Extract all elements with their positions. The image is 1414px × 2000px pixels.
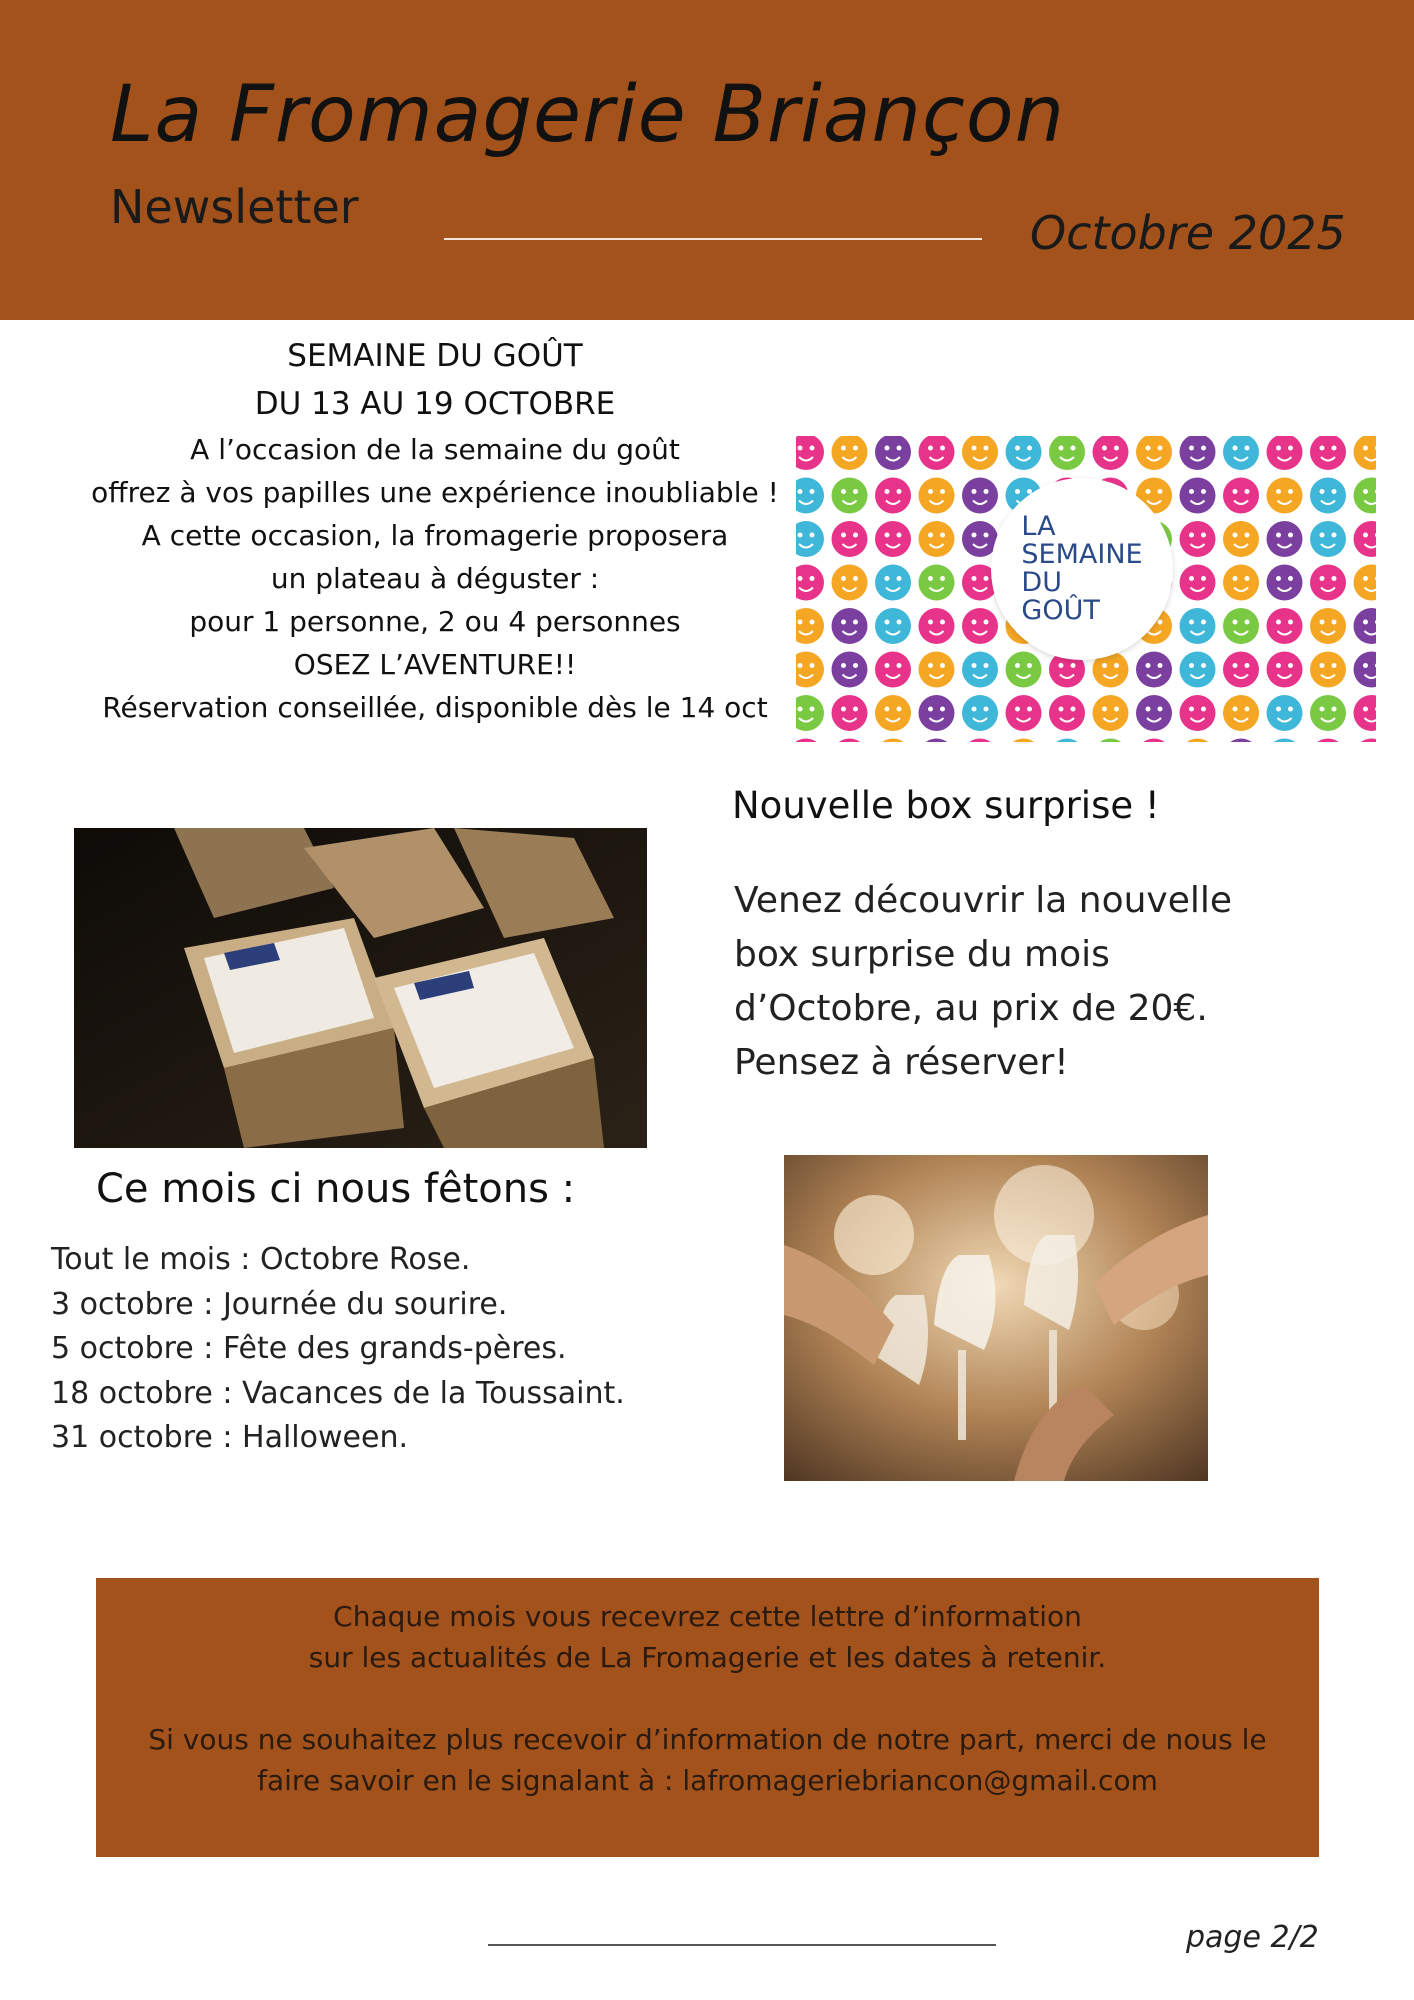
emoji-face-icon <box>1267 436 1303 470</box>
cheese-box-photo <box>74 828 647 1148</box>
header-banner <box>0 0 1414 320</box>
emoji-face-icon <box>919 695 955 731</box>
emoji-face-icon <box>962 608 998 644</box>
page-number: page 2/2 <box>1186 1920 1319 1955</box>
list-item: Tout le mois : Octobre Rose. <box>51 1242 471 1277</box>
emoji-face-icon <box>796 608 824 644</box>
emoji-face-icon <box>832 521 868 557</box>
celebrate-list <box>51 1238 625 1461</box>
emoji-face-icon <box>1310 521 1346 557</box>
footer-text: faire savoir en le signalant à : lafromageriebriancon@gmail.com <box>257 1764 1158 1797</box>
emoji-face-icon <box>796 478 824 514</box>
emoji-face-icon <box>875 478 911 514</box>
emoji-face-icon <box>1136 695 1172 731</box>
emoji-face-icon <box>1180 478 1216 514</box>
emoji-face-icon <box>1136 652 1172 688</box>
newsletter-subtitle: Newsletter <box>110 180 359 234</box>
emoji-face-icon <box>1310 608 1346 644</box>
footer-divider <box>488 1944 996 1946</box>
emoji-face-icon <box>1223 695 1259 731</box>
emoji-face-icon <box>875 436 911 470</box>
event-line: pour 1 personne, 2 ou 4 personnes <box>189 605 681 638</box>
emoji-face-icon <box>875 521 911 557</box>
emoji-face-icon <box>919 436 955 470</box>
emoji-face-icon <box>1267 565 1303 601</box>
emoji-face-icon <box>1006 695 1042 731</box>
footer-text: Si vous ne souhaitez plus recevoir d’information de notre part, merci de nous le <box>148 1723 1267 1756</box>
emoji-face-icon <box>1354 695 1377 731</box>
box-line: box surprise du mois <box>734 934 1110 975</box>
box-line: Pensez à réserver! <box>734 1042 1069 1083</box>
emoji-face-icon <box>1223 739 1259 743</box>
emoji-face-icon <box>1223 652 1259 688</box>
emoji-face-icon <box>1223 478 1259 514</box>
box-line: d’Octobre, au prix de 20€. <box>734 988 1208 1029</box>
emoji-face-icon <box>1180 739 1216 743</box>
emoji-face-icon <box>796 652 824 688</box>
emoji-face-icon <box>1267 652 1303 688</box>
emoji-face-icon <box>1223 521 1259 557</box>
emoji-face-icon <box>796 565 824 601</box>
emoji-face-icon <box>962 478 998 514</box>
emoji-face-icon <box>875 565 911 601</box>
emoji-face-icon <box>796 436 824 470</box>
event-line: Réservation conseillée, disponible dès le 14 oct <box>102 691 768 724</box>
emoji-face-icon <box>1354 565 1377 601</box>
emoji-face-icon <box>1136 739 1172 743</box>
box-line: Venez découvrir la nouvelle <box>734 880 1233 921</box>
emoji-face-icon <box>1354 652 1377 688</box>
emoji-face-icon <box>832 695 868 731</box>
list-item: 18 octobre : Vacances de la Toussaint. <box>51 1375 625 1411</box>
emoji-face-icon <box>832 565 868 601</box>
emoji-face-icon <box>1180 436 1216 470</box>
emoji-face-icon <box>919 652 955 688</box>
celebrate-title: Ce mois ci nous fêtons : <box>96 1166 576 1212</box>
emoji-face-icon <box>1310 652 1346 688</box>
emoji-face-icon <box>1006 652 1042 688</box>
emoji-face-icon <box>1006 436 1042 470</box>
emoji-face-icon <box>1310 739 1346 743</box>
emoji-face-icon <box>875 652 911 688</box>
emoji-face-icon <box>1180 652 1216 688</box>
emoji-face-icon <box>1093 436 1129 470</box>
emoji-face-icon <box>875 739 911 743</box>
header-divider <box>444 238 982 240</box>
emoji-face-icon <box>1310 565 1346 601</box>
emoji-face-icon <box>1223 608 1259 644</box>
emoji-face-icon <box>832 436 868 470</box>
event-line: offrez à vos papilles une expérience inoubliable ! <box>91 476 779 509</box>
list-item: 3 octobre : Journée du sourire. <box>51 1286 508 1322</box>
box-description <box>734 874 1354 1090</box>
emoji-face-icon <box>1049 436 1085 470</box>
emoji-face-icon <box>1136 436 1172 470</box>
emoji-face-icon <box>1267 695 1303 731</box>
emoji-face-icon <box>1180 521 1216 557</box>
event-line: OSEZ L’AVENTURE!! <box>293 648 577 681</box>
list-item: 31 octobre : Halloween. <box>51 1420 408 1455</box>
emoji-face-icon <box>962 695 998 731</box>
emoji-face-icon <box>919 478 955 514</box>
emoji-face-icon <box>1354 436 1377 470</box>
emoji-face-icon <box>1006 739 1042 743</box>
emoji-face-icon <box>832 478 868 514</box>
emoji-face-icon <box>1267 739 1303 743</box>
emoji-face-icon <box>1267 608 1303 644</box>
event-title: SEMAINE DU GOÛT <box>287 338 583 374</box>
event-dates: DU 13 AU 19 OCTOBRE <box>254 386 616 422</box>
emoji-face-icon <box>1049 739 1085 743</box>
emoji-face-icon <box>1093 695 1129 731</box>
emoji-face-icon <box>1267 521 1303 557</box>
emoji-face-icon <box>1310 478 1346 514</box>
emoji-face-icon <box>919 739 955 743</box>
event-line: un plateau à déguster : <box>270 562 600 595</box>
event-line: A l’occasion de la semaine du goût <box>190 433 680 466</box>
emoji-face-icon <box>1354 608 1377 644</box>
box-title: Nouvelle box surprise ! <box>732 784 1160 827</box>
emoji-face-icon <box>1267 478 1303 514</box>
emoji-face-icon <box>962 739 998 743</box>
footer-info-box <box>96 1578 1319 1857</box>
event-section <box>50 332 820 729</box>
emoji-face-icon <box>1093 739 1129 743</box>
emoji-face-icon <box>1223 565 1259 601</box>
toast-photo <box>784 1155 1208 1481</box>
footer-text: sur les actualités de La Fromagerie et les dates à retenir. <box>308 1641 1107 1674</box>
emoji-face-icon <box>962 652 998 688</box>
emoji-face-icon <box>832 652 868 688</box>
emoji-face-icon <box>919 565 955 601</box>
brand-title: La Fromagerie Briançon <box>110 70 1066 160</box>
semaine-du-gout-image <box>796 436 1376 742</box>
emoji-face-icon <box>875 695 911 731</box>
issue-date: Octobre 2025 <box>1030 206 1346 260</box>
emoji-face-icon <box>1180 695 1216 731</box>
emoji-face-icon <box>796 695 824 731</box>
emoji-face-icon <box>1049 695 1085 731</box>
emoji-face-icon <box>962 436 998 470</box>
semaine-du-gout-logo: LA SEMAINE DU GOÛT <box>991 478 1173 660</box>
list-item: 5 octobre : Fête des grands-pères. <box>51 1331 567 1366</box>
event-line: A cette occasion, la fromagerie proposera <box>141 519 729 552</box>
emoji-face-icon <box>1180 565 1216 601</box>
emoji-face-icon <box>1354 521 1377 557</box>
footer-text: Chaque mois vous recevrez cette lettre d’information <box>333 1600 1082 1633</box>
emoji-face-icon <box>1354 739 1377 743</box>
emoji-face-icon <box>919 608 955 644</box>
emoji-face-icon <box>1310 436 1346 470</box>
emoji-face-icon <box>796 739 824 743</box>
emoji-face-icon <box>1310 695 1346 731</box>
emoji-face-icon <box>875 608 911 644</box>
emoji-face-icon <box>1223 436 1259 470</box>
emoji-face-icon <box>796 521 824 557</box>
emoji-face-icon <box>832 739 868 743</box>
emoji-face-icon <box>832 608 868 644</box>
emoji-face-icon <box>1354 478 1377 514</box>
emoji-face-icon <box>1180 608 1216 644</box>
emoji-face-icon <box>919 521 955 557</box>
